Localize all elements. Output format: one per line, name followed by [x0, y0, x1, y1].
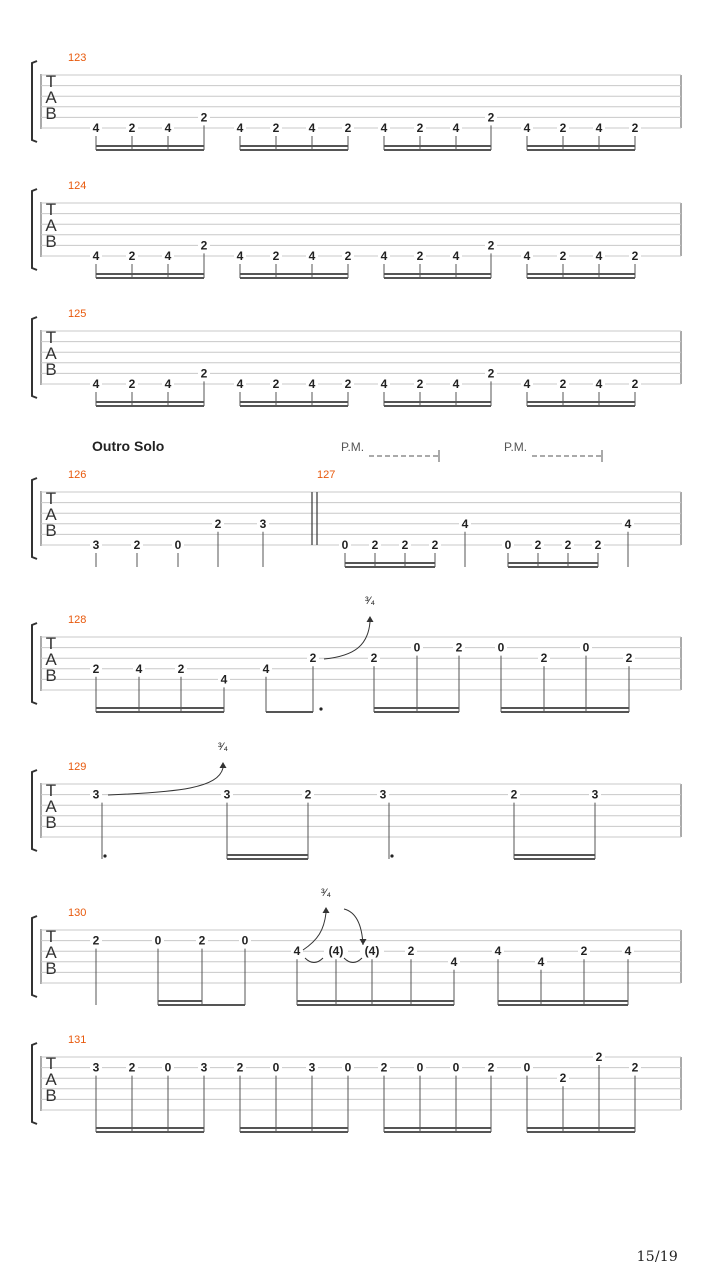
fret-number: 0 — [174, 538, 182, 552]
fret-number: 2 — [559, 1071, 567, 1086]
fret-number: 2 — [344, 249, 352, 263]
fret-number: 2 — [128, 377, 136, 391]
fret-number: 4 — [380, 121, 388, 135]
page-number: 15/19 — [636, 1249, 678, 1265]
fret-number: 4 — [92, 249, 100, 263]
fret-number: 4 — [380, 249, 388, 263]
fret-number: 2 — [559, 121, 567, 135]
fret-number: 2 — [416, 121, 424, 135]
fret-number: 2 — [564, 538, 572, 552]
tab-clef-letter-a: A — [45, 215, 57, 235]
tab-clef-letter-t: T — [45, 488, 57, 508]
tab-clef-letter-a: A — [45, 942, 57, 962]
palm-mute-label: P.M. — [341, 440, 365, 454]
tab-system — [32, 180, 681, 278]
fret-number: 0 — [344, 1060, 352, 1075]
fret-number: 0 — [241, 933, 249, 948]
measure-number: 127 — [317, 469, 336, 481]
fret-number: 3 — [259, 516, 267, 531]
bend-curve — [303, 913, 326, 950]
tab-clef-letter-t: T — [45, 926, 57, 946]
measure-number: 129 — [68, 761, 87, 773]
fret-number: 4 — [537, 954, 545, 969]
fret-number: 2 — [401, 538, 409, 552]
fret-number: 3 — [379, 787, 387, 802]
fret-number: 2 — [92, 933, 100, 948]
tab-system — [32, 614, 681, 712]
fret-number: 0 — [154, 933, 162, 948]
tab-clef-letter-a: A — [45, 1069, 57, 1089]
fret-number: 4 — [92, 121, 100, 135]
fret-number: 2 — [594, 538, 602, 552]
measure-number: 130 — [68, 907, 87, 919]
fret-number: 0 — [413, 640, 421, 655]
tab-clef-letter-b: B — [45, 520, 57, 540]
system-bracket — [32, 623, 37, 704]
tab-clef-letter-t: T — [45, 1053, 57, 1073]
fret-number: 2 — [631, 249, 639, 263]
fret-number: 2 — [380, 1060, 388, 1075]
fret-number: 2 — [200, 110, 208, 125]
fret-number: 4 — [164, 377, 172, 391]
fret-number: 4 — [308, 249, 316, 263]
fret-number: 2 — [344, 377, 352, 391]
fret-number: 4 — [624, 944, 632, 959]
tab-clef-letter-b: B — [45, 958, 57, 978]
system-bracket — [32, 1043, 37, 1124]
tab-clef-letter-t: T — [45, 780, 57, 800]
fret-number: 4 — [164, 121, 172, 135]
system-bracket — [32, 770, 37, 851]
fret-number: 4 — [380, 377, 388, 391]
fret-number: 4 — [523, 249, 531, 263]
tab-system — [32, 1034, 681, 1132]
tab-clef-letter-t: T — [45, 71, 57, 91]
bend-amount: ³⁄₄ — [321, 887, 331, 899]
tab-clef-letter-b: B — [45, 812, 57, 832]
fret-number: 2 — [416, 377, 424, 391]
bend-curve — [108, 768, 223, 795]
measure-number: 125 — [68, 308, 87, 320]
fret-number: 0 — [497, 640, 505, 655]
fret-number: 2 — [92, 661, 100, 676]
fret-number: 2 — [128, 1060, 136, 1075]
fret-number: 3 — [308, 1060, 316, 1075]
tab-clef-letter-b: B — [45, 359, 57, 379]
fret-number: 0 — [164, 1060, 172, 1075]
fret-number: 2 — [455, 640, 463, 655]
fret-number: 2 — [200, 366, 208, 381]
tab-system — [32, 469, 681, 567]
fret-number: 4 — [450, 954, 458, 969]
fret-number: 4 — [236, 121, 244, 135]
fret-number: 2 — [487, 110, 495, 125]
fret-number: 3 — [92, 1060, 100, 1075]
fret-number: 4 — [452, 121, 460, 135]
tab-clef-letter-a: A — [45, 649, 57, 669]
fret-number: 2 — [198, 933, 206, 948]
fret-number: 2 — [236, 1060, 244, 1075]
fret-number: (4) — [328, 944, 344, 959]
section-title: Outro Solo — [92, 438, 165, 454]
fret-number: 4 — [624, 516, 632, 531]
tab-clef-letter-a: A — [45, 796, 57, 816]
fret-number: 3 — [92, 538, 100, 552]
fret-number: 2 — [272, 377, 280, 391]
fret-number: (4) — [364, 944, 380, 959]
fret-number: 4 — [164, 249, 172, 263]
fret-number: 3 — [591, 787, 599, 802]
tab-system — [32, 761, 681, 859]
fret-number: 2 — [487, 238, 495, 253]
fret-number: 2 — [416, 249, 424, 263]
tab-clef-letter-a: A — [45, 87, 57, 107]
tab-clef-letter-t: T — [45, 199, 57, 219]
fret-number: 4 — [308, 121, 316, 135]
fret-number: 0 — [523, 1060, 531, 1075]
fret-number: 2 — [487, 1060, 495, 1075]
fret-number: 2 — [631, 121, 639, 135]
system-bracket — [32, 61, 37, 142]
fret-number: 2 — [625, 651, 633, 666]
fret-number: 2 — [431, 538, 439, 552]
measure-number: 124 — [68, 180, 87, 192]
fret-number: 3 — [223, 787, 231, 802]
fret-number: 2 — [631, 1060, 639, 1075]
tab-clef-letter-a: A — [45, 343, 57, 363]
fret-number: 2 — [133, 538, 141, 552]
fret-number: 4 — [236, 249, 244, 263]
fret-number: 2 — [559, 377, 567, 391]
fret-number: 2 — [631, 377, 639, 391]
fret-number: 4 — [523, 121, 531, 135]
fret-number: 4 — [220, 672, 228, 687]
fret-number: 2 — [304, 787, 312, 802]
tab-clef-letter-b: B — [45, 665, 57, 685]
fret-number: 2 — [595, 1050, 603, 1064]
bend-arrowhead — [367, 616, 374, 622]
fret-number: 2 — [344, 121, 352, 135]
tab-clef-letter-b: B — [45, 103, 57, 123]
tab-clef-letter-t: T — [45, 327, 57, 347]
fret-number: 0 — [452, 1060, 460, 1075]
bend-arrowhead — [220, 762, 227, 768]
measure-number: 126 — [68, 469, 87, 481]
fret-number: 2 — [200, 238, 208, 253]
fret-number: 2 — [128, 249, 136, 263]
fret-number: 2 — [370, 651, 378, 666]
fret-number: 0 — [341, 538, 349, 552]
fret-number: 2 — [407, 944, 415, 959]
fret-number: 2 — [510, 787, 518, 802]
tab-clef-letter-b: B — [45, 1085, 57, 1105]
bend-amount: ³⁄₄ — [365, 595, 375, 607]
rhythm-dot — [390, 854, 393, 857]
fret-number: 2 — [177, 661, 185, 676]
tab-system — [32, 907, 681, 1005]
fret-number: 4 — [92, 377, 100, 391]
palm-mute-label: P.M. — [504, 440, 528, 454]
fret-number: 2 — [128, 121, 136, 135]
fret-number: 0 — [504, 538, 512, 552]
fret-number: 2 — [540, 651, 548, 666]
system-bracket — [32, 317, 37, 398]
fret-number: 4 — [236, 377, 244, 391]
tab-system — [32, 52, 681, 150]
fret-number: 0 — [272, 1060, 280, 1075]
fret-number: 2 — [214, 516, 222, 531]
fret-number: 2 — [487, 366, 495, 381]
rhythm-dot — [319, 707, 322, 710]
measure-number: 131 — [68, 1034, 87, 1046]
measure-number: 128 — [68, 614, 87, 626]
fret-number: 2 — [559, 249, 567, 263]
fret-number: 4 — [494, 944, 502, 959]
system-bracket — [32, 478, 37, 559]
bend-arrowhead — [323, 907, 330, 913]
fret-number: 2 — [272, 121, 280, 135]
bend-curve — [324, 622, 370, 659]
fret-number: 2 — [580, 944, 588, 959]
fret-number: 4 — [135, 661, 143, 676]
tab-system — [32, 308, 681, 406]
fret-number: 4 — [461, 516, 469, 531]
fret-number: 2 — [371, 538, 379, 552]
system-bracket — [32, 189, 37, 270]
fret-number: 4 — [595, 377, 603, 391]
fret-number: 4 — [595, 121, 603, 135]
fret-number: 3 — [200, 1060, 208, 1075]
fret-number: 4 — [308, 377, 316, 391]
bend-amount: ³⁄₄ — [218, 741, 228, 753]
fret-number: 2 — [534, 538, 542, 552]
fret-number: 0 — [582, 640, 590, 655]
fret-number: 4 — [452, 377, 460, 391]
fret-number: 2 — [309, 651, 317, 666]
fret-number: 4 — [595, 249, 603, 263]
tab-clef-letter-a: A — [45, 504, 57, 524]
measure-number: 123 — [68, 52, 87, 64]
fret-number: 2 — [272, 249, 280, 263]
tab-clef-letter-t: T — [45, 633, 57, 653]
fret-number: 0 — [416, 1060, 424, 1075]
fret-number: 3 — [92, 787, 100, 802]
fret-number: 4 — [523, 377, 531, 391]
tab-clef-letter-b: B — [45, 231, 57, 251]
rhythm-dot — [103, 854, 106, 857]
fret-number: 4 — [452, 249, 460, 263]
fret-number: 4 — [262, 661, 270, 676]
fret-number: 4 — [293, 944, 301, 959]
system-bracket — [32, 916, 37, 997]
